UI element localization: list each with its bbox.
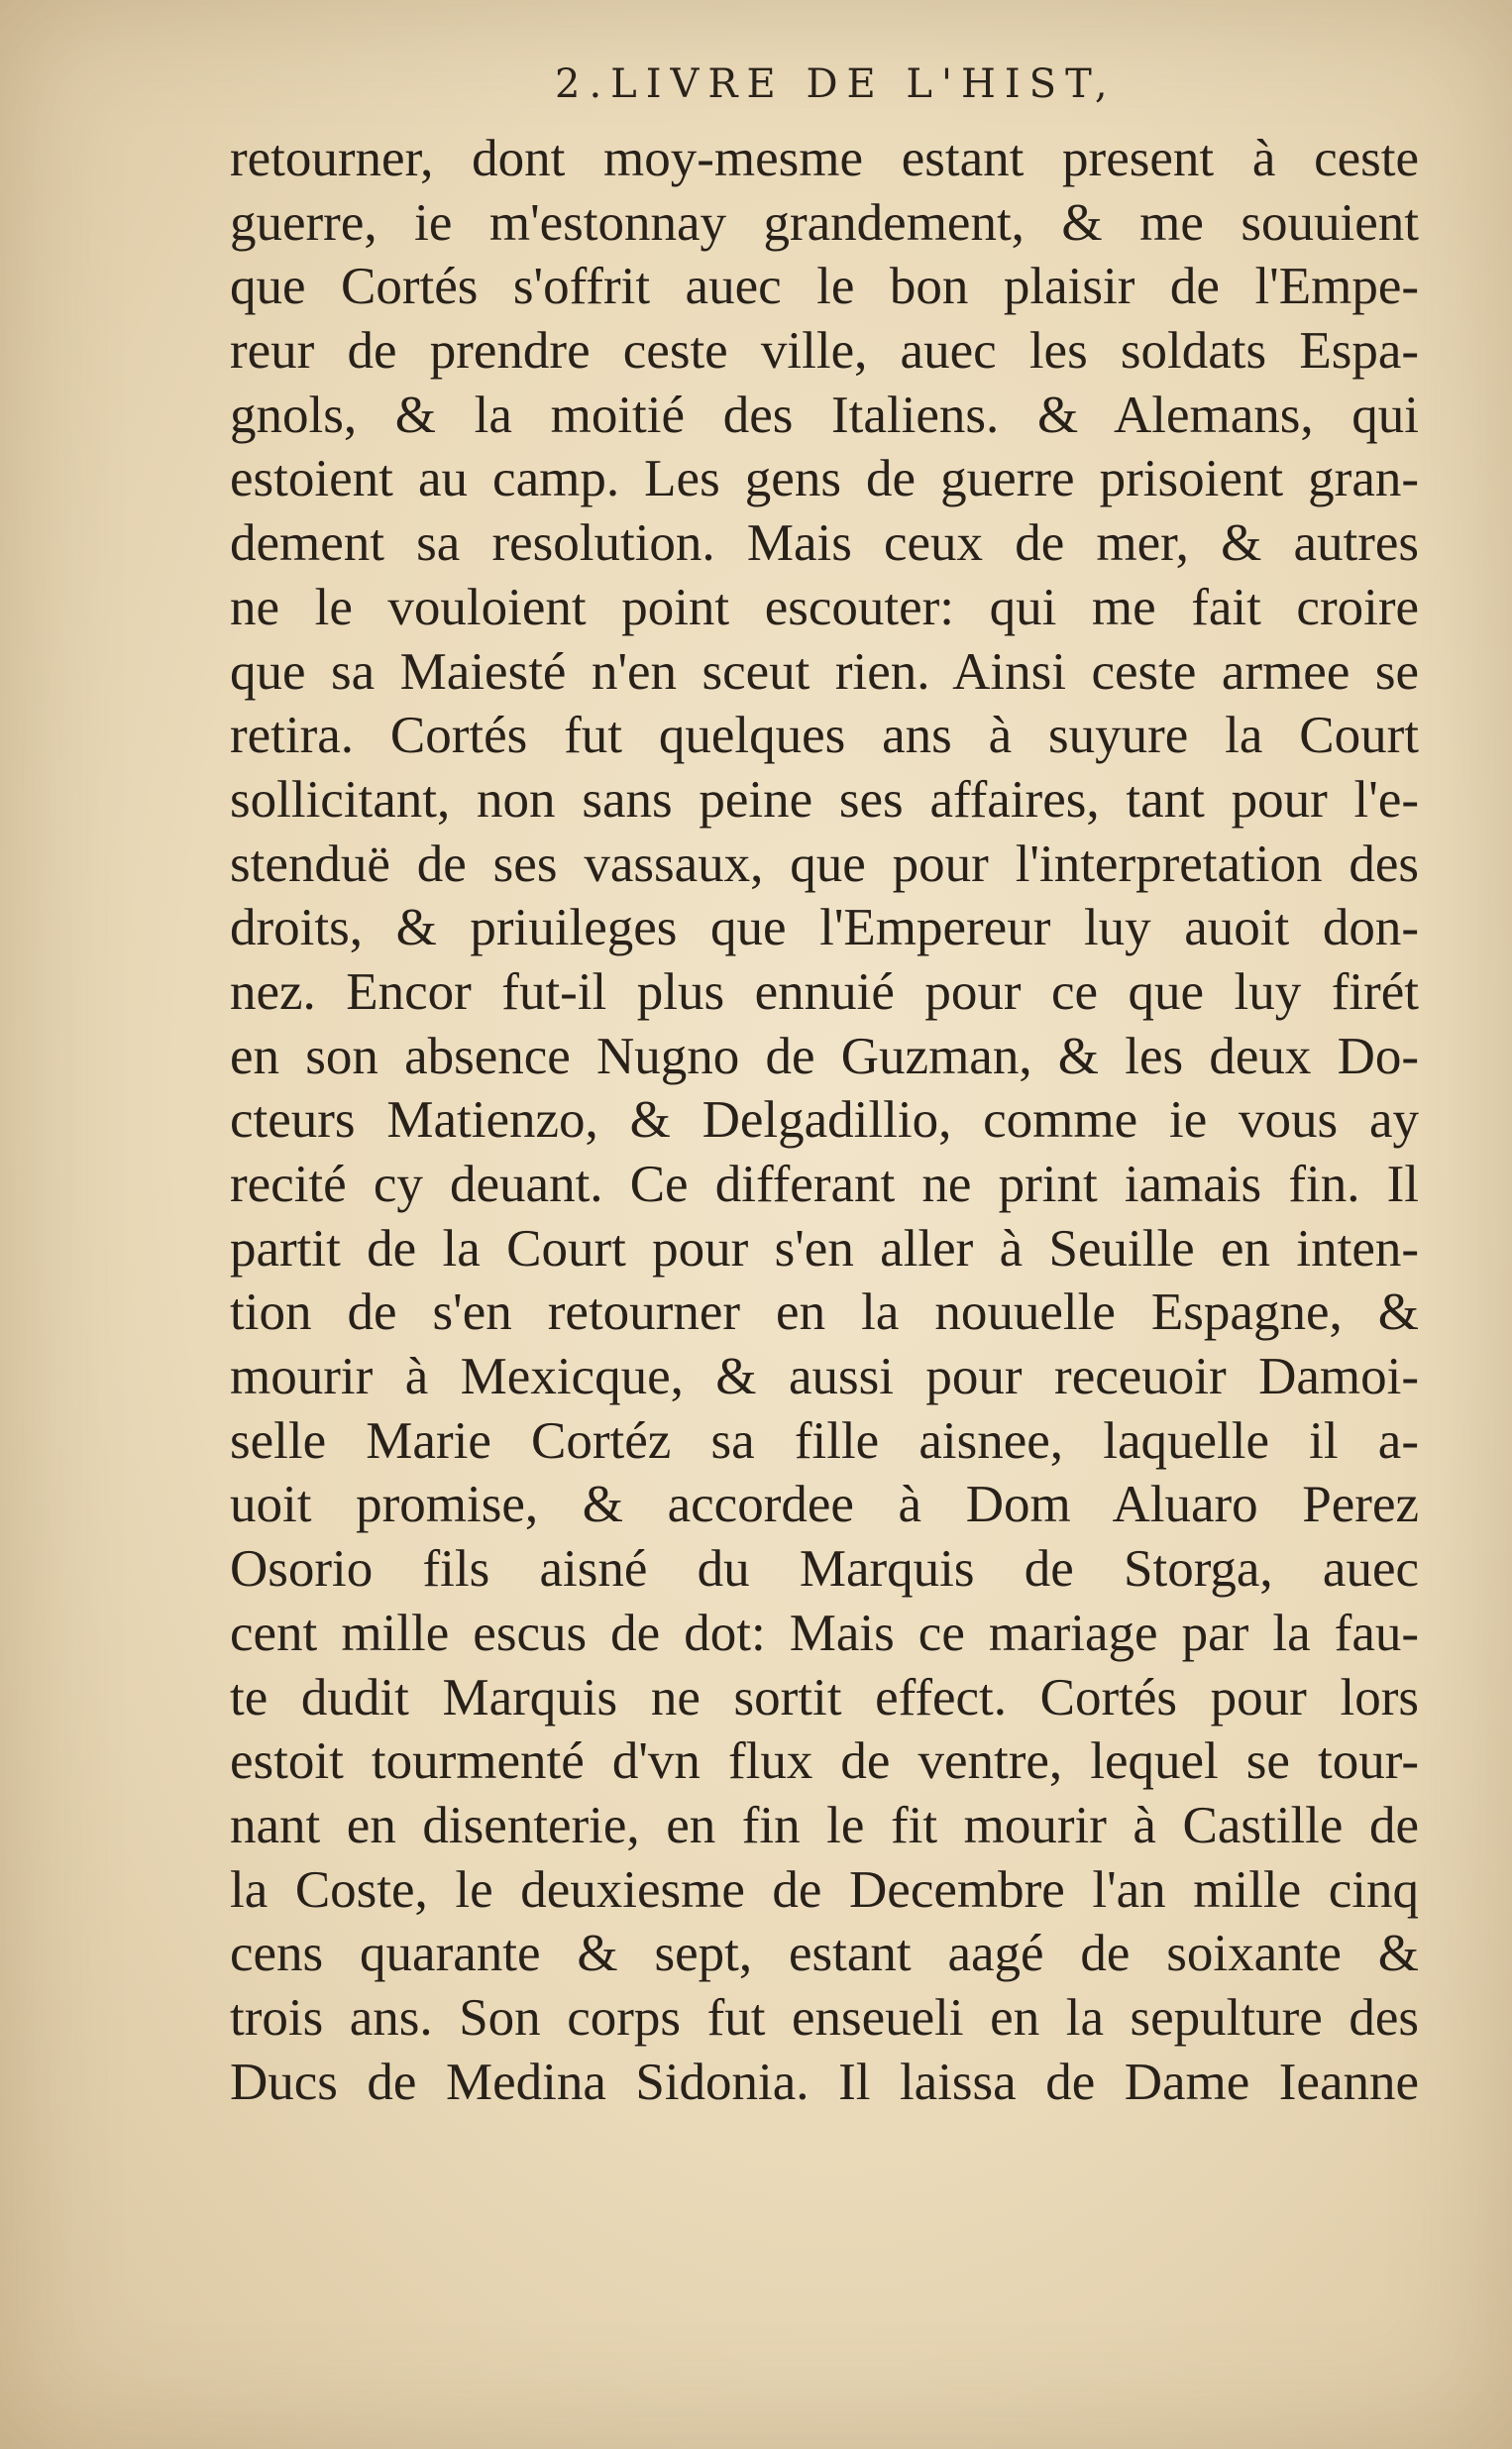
text-line: selle Marie Cortéz sa fille aisnee, laquelle il a- <box>230 1411 1419 1470</box>
text-line: estoit tourmenté d'vn flux de ventre, lequel se tour- <box>230 1732 1419 1791</box>
text-line: la Coste, le deuxiesme de Decembre l'an mille cinq <box>230 1860 1419 1919</box>
body-text <box>230 127 1419 2114</box>
text-line: retourner, dont moy-mesme estant present à ceste <box>230 130 1419 187</box>
text-line: estoient au camp. Les gens de guerre prisoient gran- <box>230 450 1419 508</box>
text-line: Ducs de Medina Sidonia. Il laissa de Dame Ieanne <box>230 2053 1419 2111</box>
text-line: cent mille escus de dot: Mais ce mariage par la fau- <box>230 1604 1419 1662</box>
text-line: partit de la Court pour s'en aller à Seuille en inten- <box>230 1219 1419 1278</box>
text-line: uoit promise, & accordee à Dom Aluaro Perez <box>230 1476 1419 1534</box>
text-line: te dudit Marquis ne sortit effect. Cortés pour lors <box>230 1668 1419 1726</box>
running-head: 2.LIVRE DE L'HIST, <box>555 61 1117 107</box>
text-line: stenduë de ses vassaux, que pour l'interpretation des <box>230 835 1419 893</box>
text-line: que Cortés s'offrit auec le bon plaisir de l'Empe- <box>230 258 1419 316</box>
text-line: tion de s'en retourner en la nouuelle Espagne, & <box>230 1283 1419 1342</box>
text-line: nant en disenterie, en fin le fit mourir à Castille de <box>230 1796 1419 1854</box>
text-line: en son absence Nugno de Guzman, & les deux Do- <box>230 1027 1419 1085</box>
text-line: reur de prendre ceste ville, auec les soldats Espa- <box>230 322 1419 381</box>
text-line: droits, & priuileges que l'Empereur luy auoit don- <box>230 899 1419 957</box>
text-line: cteurs Matienzo, & Delgadillio, comme ie vous ay <box>230 1091 1419 1150</box>
text-line: gnols, & la moitié des Italiens. & Alemans, qui <box>230 386 1419 444</box>
text-line: retira. Cortés fut quelques ans à suyure la Court <box>230 707 1419 765</box>
text-line: ne le vouloient point escouter: qui me fait croire <box>230 578 1419 636</box>
text-line: cens quarante & sept, estant aagé de soixante & <box>230 1925 1419 1983</box>
text-line: mourir à Mexicque, & aussi pour receuoir Damoi- <box>230 1348 1419 1406</box>
text-line: recité cy deuant. Ce differant ne print iamais fin. Il <box>230 1156 1419 1213</box>
text-line: nez. Encor fut-il plus ennuié pour ce que luy firét <box>230 962 1419 1021</box>
text-line: sollicitant, non sans peine ses affaires, tant pour l'e- <box>230 770 1419 829</box>
text-line: trois ans. Son corps fut enseueli en la sepulture des <box>230 1988 1419 2047</box>
text-line: dement sa resolution. Mais ceux de mer, & autres <box>230 514 1419 573</box>
text-line: guerre, ie m'estonnay grandement, & me souuient <box>230 193 1419 252</box>
text-line: Osorio fils aisné du Marquis de Storga, auec <box>230 1540 1419 1599</box>
text-line: que sa Maiesté n'en sceut rien. Ainsi ceste armee se <box>230 642 1419 701</box>
